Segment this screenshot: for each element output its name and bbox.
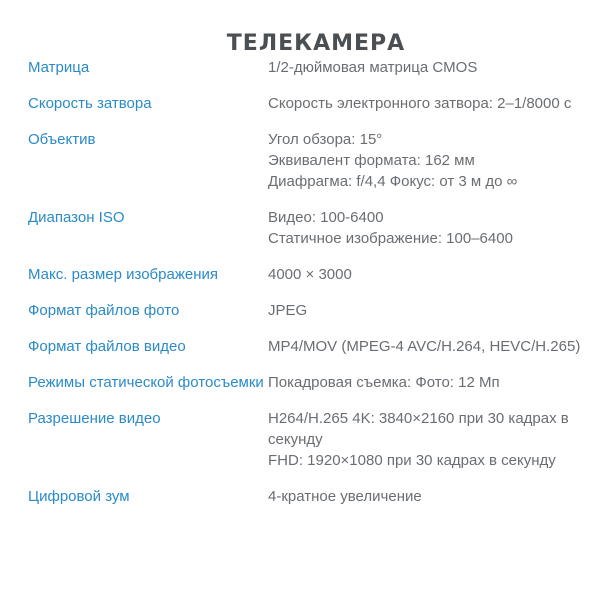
spec-row-sensor bbox=[28, 57, 604, 78]
spec-row-lens bbox=[28, 129, 604, 192]
spec-label: Разрешение видео bbox=[28, 410, 161, 427]
spec-value-line: Видео: 100-6400 bbox=[268, 209, 384, 226]
spec-value bbox=[268, 93, 598, 114]
spec-row-max-image-size bbox=[28, 264, 604, 285]
spec-label: Объектив bbox=[28, 131, 96, 148]
spec-label: Формат файлов видео bbox=[28, 338, 186, 355]
spec-label: Макс. размер изображения bbox=[28, 266, 218, 283]
spec-value-line: 4000 × 3000 bbox=[268, 266, 352, 283]
spec-row-video-format bbox=[28, 336, 604, 357]
spec-value-line: Диафрагма: f/4,4 Фокус: от 3 м до ∞ bbox=[268, 173, 518, 190]
spec-value bbox=[268, 408, 598, 471]
spec-label: Матрица bbox=[28, 59, 90, 76]
spec-row-video-resolution bbox=[28, 408, 604, 471]
spec-value-line: 4-кратное увеличение bbox=[268, 488, 422, 505]
spec-value-line: 1/2-дюймовая матрица CMOS bbox=[268, 59, 478, 76]
spec-value-line: Статичное изображение: 100–6400 bbox=[268, 230, 513, 247]
spec-value bbox=[268, 486, 598, 507]
spec-label: Режимы статической фотосъемки bbox=[28, 374, 264, 391]
spec-value-line: Угол обзора: 15° bbox=[268, 131, 383, 148]
spec-value bbox=[268, 300, 598, 321]
spec-row-shutter bbox=[28, 93, 604, 114]
spec-label: Цифровой зум bbox=[28, 488, 130, 505]
spec-value-line: FHD: 1920×1080 при 30 кадрах в секунду bbox=[268, 452, 556, 469]
spec-value bbox=[268, 129, 598, 192]
spec-value-line: H264/H.265 4K: 3840×2160 при 30 кадрах в секунду bbox=[268, 410, 569, 448]
spec-value-line: Покадровая съемка: Фото: 12 Мп bbox=[268, 374, 500, 391]
spec-value bbox=[268, 372, 598, 393]
spec-value bbox=[268, 207, 598, 249]
spec-label: Диапазон ISO bbox=[28, 209, 125, 226]
spec-value-line: MP4/MOV (MPEG-4 AVC/H.264, HEVC/H.265) bbox=[268, 338, 581, 355]
spec-row-iso bbox=[28, 207, 604, 249]
spec-value bbox=[268, 57, 598, 78]
spec-row-still-modes bbox=[28, 372, 604, 393]
spec-table bbox=[28, 57, 604, 507]
page-title: ТЕЛЕКАМЕРА bbox=[226, 31, 406, 56]
spec-row-photo-format bbox=[28, 300, 604, 321]
spec-row-digital-zoom bbox=[28, 486, 604, 507]
spec-value-line: Эквивалент формата: 162 мм bbox=[268, 152, 475, 169]
spec-value bbox=[268, 264, 598, 285]
spec-label: Скорость затвора bbox=[28, 95, 152, 112]
spec-value-line: Скорость электронного затвора: 2–1/8000 с bbox=[268, 95, 572, 112]
spec-value bbox=[268, 336, 598, 357]
spec-value-line: JPEG bbox=[268, 302, 308, 319]
spec-label: Формат файлов фото bbox=[28, 302, 180, 319]
